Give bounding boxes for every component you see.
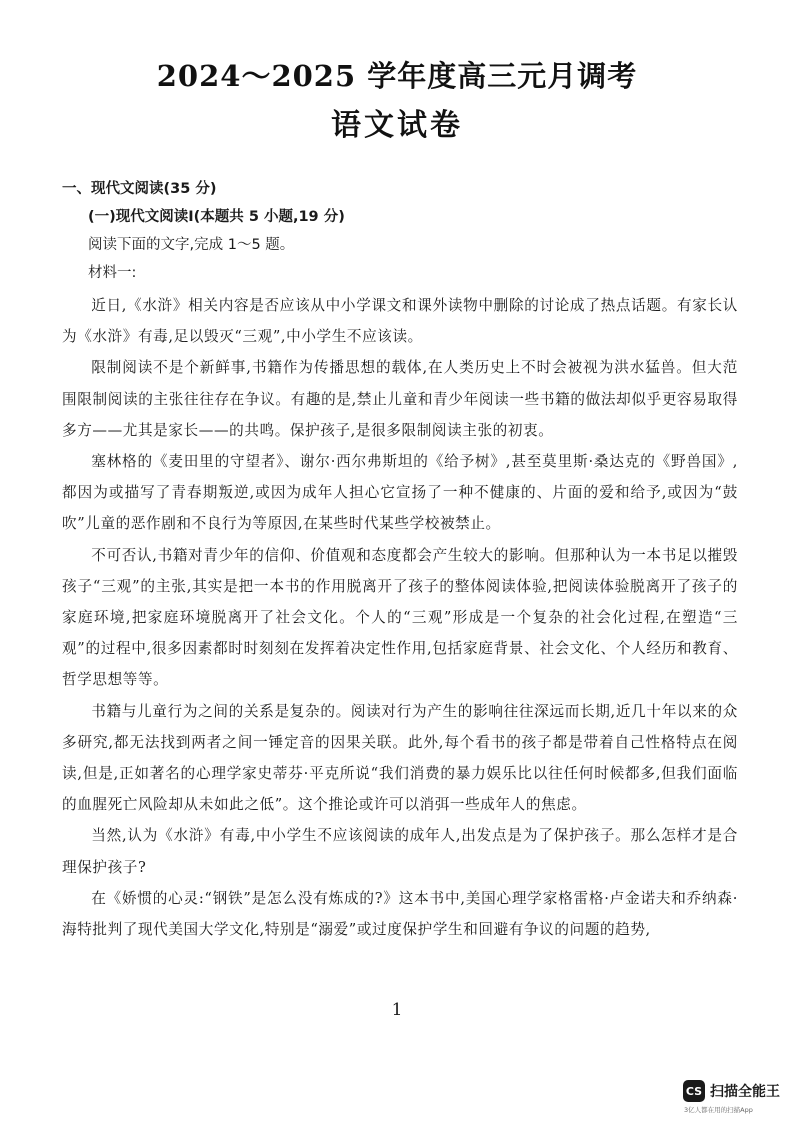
paragraph-6: 当然,认为《水浒》有毒,中小学生不应该阅读的成年人,出发点是为了保护孩子。那么怎样才是合理保护孩子? xyxy=(62,827,738,876)
paragraph-1: 近日,《水浒》相关内容是否应该从中小学课文和课外读物中删除的讨论成了热点话题。有家长认为《水浒》有毒,足以毁灭“三观”,中小学生不应该读。 xyxy=(62,297,738,346)
page-subtitle: 语文试卷 xyxy=(331,108,463,143)
paragraph-7: 在《娇惯的心灵:“钢铁”是怎么没有炼成的?》这本书中,美国心理学家格雷格·卢金诺夫和乔纳森·海特批判了现代美国大学文化,特别是“溺爱”或过度保护学生和回避有争议的问题的趋势, xyxy=(62,889,738,939)
exam-content xyxy=(62,178,738,945)
watermark-brand xyxy=(683,1080,780,1102)
paragraph-5: 书籍与儿童行为之间的关系是复杂的。阅读对行为产生的影响往往深远而长期,近几十年以来的众多研究,都无法找到两者之间一锤定音的因果关联。此外,每个看书的孩子都是带着自己性格特点在阅读,但是,正如著名的心理学家史蒂芬·平克所说“我们消费的暴力娱乐比以往任何时候都多,但我们面临的血腥死亡风险却从未如此之低”。这个推论或许可以消弭一些成年人的焦虑。 xyxy=(62,702,738,814)
watermark-tagline: 3亿人都在用的扫描App xyxy=(684,1106,753,1114)
scanner-watermark xyxy=(683,1080,780,1114)
paragraph-4: 不可否认,书籍对青少年的信仰、价值观和态度都会产生较大的影响。但那种认为一本书足以摧毁孩子“三观”的主张,其实是把一本书的作用脱离开了孩子的整体阅读体验,把阅读体验脱离开了孩子的家庭环境,把家庭环境脱离开了社会文化。个人的“三观”形成是一个复杂的社会化过程,在塑造“三观”的过程中,很多因素都时时刻刻在发挥着决定性作用,包括家庭背景、社会文化、个人经历和教育、哲学思想等等。 xyxy=(62,546,738,689)
watermark-app-name: 扫描全能王 xyxy=(710,1084,780,1100)
page-title: 2024～2025 学年度高三元月调考 xyxy=(156,59,638,93)
paragraph-3: 塞林格的《麦田里的守望者》、谢尔·西尔弗斯坦的《给予树》,甚至莫里斯·桑达克的《野兽国》,都因为或描写了青春期叛逆,或因为成年人担心它宣扬了一种不健康的、片面的爱和给予,或因为“鼓吹”儿童的恶作剧和不良行为等原因,在某些时代某些学校被禁止。 xyxy=(62,453,738,533)
material-label: 材料一: xyxy=(88,265,137,281)
page-number: 1 xyxy=(391,1000,403,1020)
reading-instruction: 阅读下面的文字,完成 1～5 题。 xyxy=(88,237,295,253)
section-heading: 一、现代文阅读(35 分) xyxy=(62,181,217,197)
paragraph-2: 限制阅读不是个新鲜事,书籍作为传播思想的载体,在人类历史上不时会被视为洪水猛兽。但大范围限制阅读的主张往往存在争议。有趣的是,禁止儿童和青少年阅读一些书籍的做法却似乎更容易取得多方——尤其是家长——的共鸣。保护孩子,是很多限制阅读主张的初衷。 xyxy=(62,359,738,439)
sub-section-heading: (一)现代文阅读Ⅰ(本题共 5 小题,19 分) xyxy=(88,209,345,225)
camscanner-logo-icon: CS xyxy=(683,1080,705,1102)
